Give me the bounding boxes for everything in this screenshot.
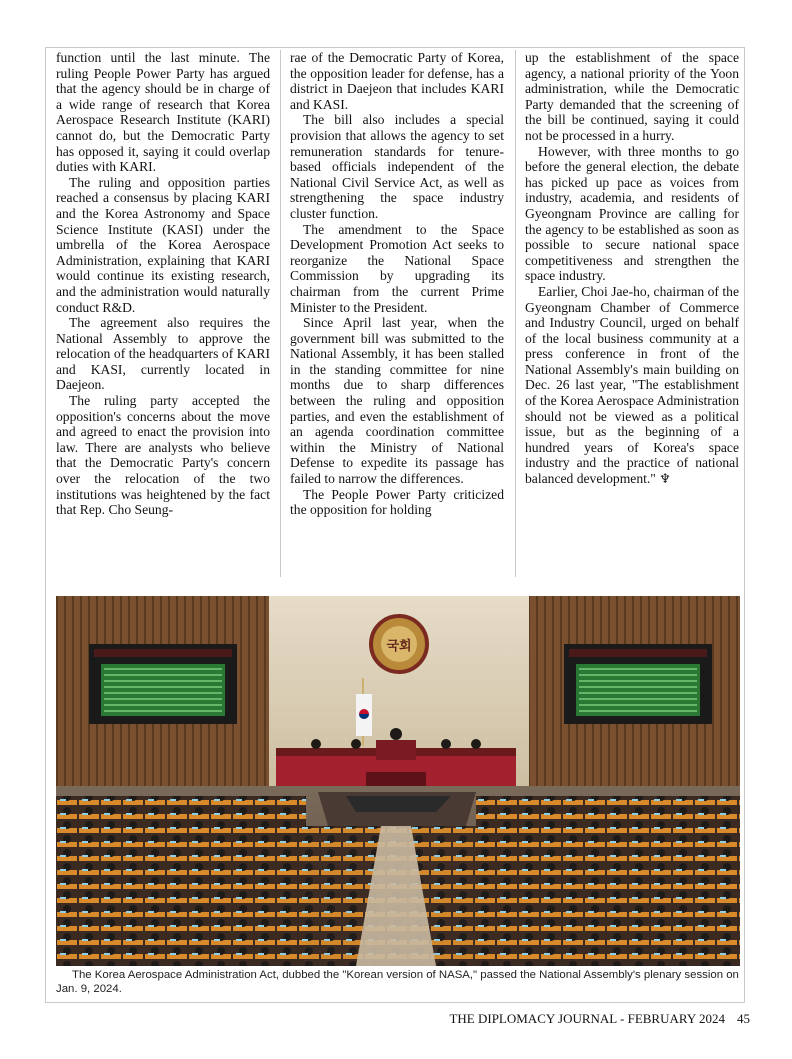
paragraph: The People Power Party criticized the opposition for holding bbox=[290, 486, 504, 518]
paragraph: The ruling party accepted the opposition's concerns about the move and agreed to enact the provision into law. There are analysts who believe that the Democratic Party's concern over the relocation of the two institutions was heightened by the fact that Rep. Cho Seung- bbox=[56, 393, 270, 518]
paragraph bbox=[525, 284, 739, 487]
paragraph: The amendment to the Space Development Promotion Act seeks to reorganize the National Space Commission by upgrading its chairman from the current Prime Minister to the President. bbox=[290, 221, 504, 315]
paragraph: up the establishment of the space agency, a national priority of the Yoon administration, while the Democratic Party demanded that the screening of the bill be continued, saying it could not be processed in a hurry. bbox=[525, 50, 739, 143]
paragraph: The ruling and opposition parties reached a consensus by placing KARI and the Korea Astronomy and Space Science Institute (KASI) under the umbrella of the Korea Aerospace Administration, explaining that KARI would continue its existing research, and the administration would naturally conduct R&D. bbox=[56, 174, 270, 315]
end-mark-icon: ♆ bbox=[659, 471, 671, 487]
voting-board-left bbox=[89, 644, 237, 724]
article-column-2 bbox=[290, 50, 504, 518]
publication-name: THE DIPLOMACY JOURNAL - FEBRUARY 2024 bbox=[449, 1011, 725, 1026]
article-column-1 bbox=[56, 50, 270, 518]
paragraph: function until the last minute. The ruling People Power Party has argued that the agency should be in charge of a wide range of research that Korea Aerospace Research Institute (KARI) cannot do, but the Democratic Party has opposed it, saying it could overlap duties with KARI. bbox=[56, 50, 270, 175]
article-column-3 bbox=[525, 50, 739, 487]
paragraph: The agreement also requires the National Assembly to approve the relocation of the headquarters of KARI and KASI, currently located in Daejeon. bbox=[56, 315, 270, 393]
column-divider bbox=[280, 50, 281, 577]
national-emblem-icon bbox=[371, 616, 427, 672]
paragraph: However, with three months to go before the general election, the debate has picked up pace as voices from industry, academia, and residents of Gyeongnam Province are calling for the agency to be established as soon as possible to secure national space competitiveness and strengthen the space industry. bbox=[525, 143, 739, 284]
column-divider bbox=[515, 50, 516, 577]
photo-caption: The Korea Aerospace Administration Act, dubbed the "Korean version of NASA," passed the National Assembly's plenary session on Jan. 9, 2024. bbox=[56, 969, 739, 995]
svg-text:국회: 국회 bbox=[386, 639, 412, 654]
paragraph: rae of the Democratic Party of Korea, the opposition leader for defense, has a district in Daejeon that includes KARI and KASI. bbox=[290, 50, 504, 112]
quote-text: Earlier, Choi Jae-ho, chairman of the Gyeongnam Chamber of Commerce and Industry Council, urged on behalf of the local business community at a press conference in front of the National Assembly's main building on Dec. 26 last year, "The establishment of the Korea Aerospace Administration should not be viewed as a political issue, but as the beginning of a hundred years of Korea's space industry and the practice of national balanced development." bbox=[525, 283, 739, 487]
page-footer bbox=[449, 1011, 750, 1027]
paragraph: Since April last year, when the government bill was submitted to the National Assembly, it has been stalled in the standing committee for nine months due to sharp differences between the ruling and opposition parties, and even the establishment of an agenda coordination committee within the Ministry of National Defense to expedite its passage has failed to narrow the differences. bbox=[290, 315, 504, 487]
page-number: 45 bbox=[737, 1011, 750, 1026]
voting-board-right bbox=[564, 644, 712, 724]
assembly-photo bbox=[56, 596, 740, 966]
paragraph: The bill also includes a special provision that allows the agency to set remuneration standards for tenure-based officials independent of the National Civil Service Act, as well as strengthening the space industry cluster function. bbox=[290, 112, 504, 221]
